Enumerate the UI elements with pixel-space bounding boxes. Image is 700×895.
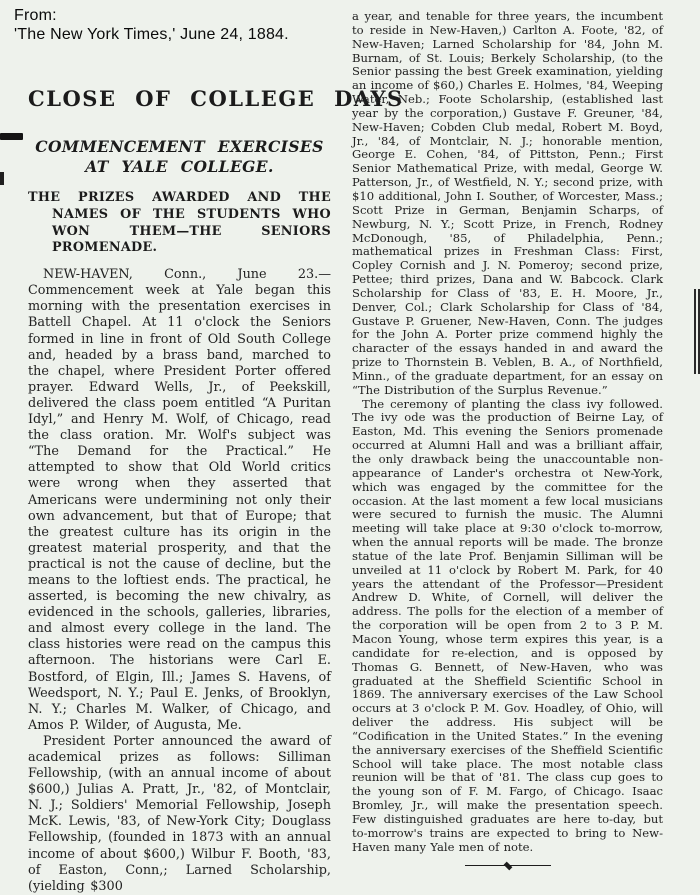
- left-column-paragraph-1: NEW-HAVEN, Conn., June 23.—Commencement week at Yale began this morning with the presentation exercises in Battell Chapel. At 11 o'clock the Seniors formed in line in front of Old South College and, headed by a brass band, marched to the chapel, where President Porter offered prayer. Edward Wells, Jr., of Peekskill, delivered the class poem entitled “A Puritan Idyl,” and Henry M. Wolf, of Chicago, read the class oration. Mr. Wolf's subject was “The Demand for the Practical.” He attempted to show that Old World critics were wrong when they asserted that Americans were undermining not only their own advancement, but that of Europe; that the greatest culture has its origin in the greatest material prosperity, and that the practical is not the cause of decline, but the means to the loftiest ends. The practical, he asserted, is becoming the new chivalry, as evidenced in the schools, galleries, libraries, and almost every college in the land. The class histories were read on the campus this afternoon. The historians were Carl E. Bostford, of Elgin, Ill.; James S. Havens, of Weedsport, N. Y.; Paul E. Jenks, of Brooklyn, N. Y.; Charles M. Walker, of Chicago, and Amos P. Wilder, of Augusta, Me.: [28, 267, 331, 733]
- divider-diamond-icon: [503, 862, 512, 871]
- scan-column-rule-artifact: [694, 289, 700, 374]
- article-left-column: [28, 86, 404, 895]
- right-column-paragraph-2: The ceremony of planting the class ivy followed. The ivy ode was the production of Beirne Lay, of Easton, Md. This evening the Seniors promenade occurred at Alumni Hall and was a brilliant affair, the only drawback being the unaccountable non-appearance of Lander's orchestra ot New-York, which was engaged by the committee for the occasion. At the last moment a few local musicians were secured to furnish the music. The Alumni meeting will take place at 9:30 o'clock to-morrow, when the annual reports will be made. The bronze statue of the late Prof. Benjamin Silliman will be unveiled at 11 o'clock by Robert M. Park, for 40 years the attendant of the Professor—President Andrew D. White, of Cornell, will deliver the address. The polls for the election of a member of the corporation will be open from 2 to 3 P. M. Macon Young, whose term expires this year, is a candidate for re-election, and is opposed by Thomas G. Bennett, of New-Haven, who was graduated at the Sheffield Scientific School in 1869. The anniversary exercises of the Law School occurs at 3 o'clock P. M. Gov. Hoadley, of Ohio, will deliver the address. His subject will be “Codification in the United States.” In the evening the anniversary exercises of the Sheffield Scientific School will take place. The most notable class reunion will be that of '81. The class cup goes to the young son of F. M. Fargo, of Chicago. Isaac Bromley, Jr., will make the presentation speech. Few distinguished graduates are here to-day, but to-morrow's trains are expected to bring to New-Haven many Yale men of note.: [352, 396, 663, 854]
- article-subhead-italic: COMMENCEMENT EXERCISES AT YALE COLLEGE.: [35, 137, 324, 176]
- scan-ink-smudge-bottom: [0, 172, 4, 185]
- article-right-column: [352, 10, 663, 870]
- scan-ink-smudge-top: [0, 133, 23, 140]
- source-note: [14, 6, 289, 44]
- source-note-citation: 'The New York Times,' June 24, 1884.: [14, 26, 289, 43]
- article-headline: CLOSE OF COLLEGE DAYS: [28, 86, 404, 111]
- article-subhead-caps: THE PRIZES AWARDED AND THE NAMES OF THE STUDENTS WHO WON THEM—THE SENIORS PROMENADE.: [28, 190, 331, 256]
- article-end-divider: [465, 861, 551, 870]
- source-note-prefix: From:: [14, 7, 57, 24]
- right-column-paragraph-1: a year, and tenable for three years, the incumbent to reside in New-Haven,) Carlton A. Foote, '82, of New-Haven; Larned Scholarship for '84, John M. Burnam, of St. Louis; Berkely Scholarship, (to the Senior passing the best Greek examination, yielding an income of $60,) Charles E. Holmes, '84, Weeping Water, Neb.; Foote Scholarship, (established last year by the corporation,) Gustave F. Greuner, '84, New-Haven; Cobden Club medal, Robert M. Boyd, Jr., '84, of Montclair, N. J.; honorable mention, George E. Cohen, '84, of Pittston, Penn.; First Senior Mathematical Prize, with medal, George W. Patterson, Jr., of Westfield, N. Y.; second prize, with $10 additional, John I. Souther, of Worcester, Mass.; Scott Prize in German, Benjamin Scharps, of Newburg, N. Y.; Scott Prize, in French, Rodney McDonough, '85, of Philadelphia, Penn.; mathematical prizes in Freshman Class: First, Copley Cornish and J. N. Pomeroy; second prize, Pettee; third prizes, Dana and W. Babcock. Clark Scholarship for Class of '83, E. H. Moore, Jr., Denver, Col.; Clark Scholarship for Class of '84, Gustave P. Gruener, New-Haven, Conn. The judges for the John A. Porter prize commend highly the character of the essays handed in and award the prize to Thornstein B. Veblen, B. A., of Northfield, Minn., of the graduate department, for an essay on “The Distribution of the Surplus Revenue.”: [352, 9, 663, 397]
- left-column-paragraph-2: President Porter announced the award of academical prizes as follows: Silliman Fellowship, (with an annual income of about $600,) Julias A. Pratt, Jr., '82, of Montclair, N. J.; Soldiers' Memorial Fellowship, Joseph McK. Lewis, '83, of New-York City; Douglass Fellowship, (founded in 1873 with an annual income of about $600,) Wilbur F. Booth, '83, of Easton, Conn,; Larned Scholarship, (yielding $300: [28, 733, 331, 894]
